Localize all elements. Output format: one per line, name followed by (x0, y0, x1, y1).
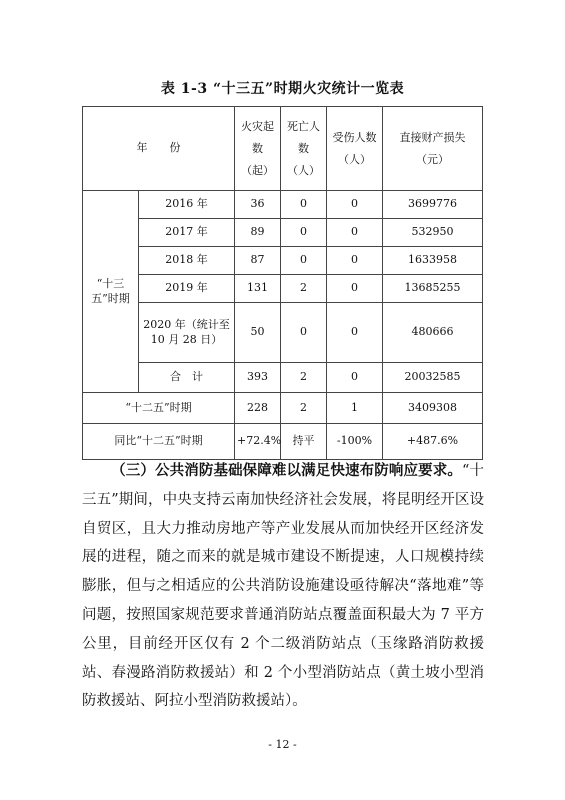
row-year: 2017 年 (139, 219, 235, 247)
row-loss: 1633958 (383, 247, 483, 275)
total-fires: 393 (235, 363, 281, 393)
header-injuries-line: 受伤人数 (332, 130, 377, 144)
row-fires: 89 (235, 219, 281, 247)
row-year: 2019 年 (139, 275, 235, 303)
row-injuries: 0 (327, 303, 383, 363)
header-fires (235, 107, 281, 191)
table-row (83, 219, 483, 247)
paragraph-text: “十三五”期间，中央支持云南加快经济社会发展，将昆明经开区设自贸区，且大力推动房地产等产业发展从而加快经开区经济发展的进程，随之而来的就是城市建设不断提速，人口规模持续膨胀，但与之相适应的公共消防设施建设亟待解决“落地难”等问题，按照国家规范要求普通消防站点覆盖面积最大为 7 平方公里，目前经开区仅有 2 个二级消防站点（玉缘路消防救援站、春漫路消防救援站）和 2 个小型消防站点（黄土坡小型消防救援站、阿拉小型消防救援站）。 (82, 463, 485, 710)
row-deaths: 0 (281, 219, 327, 247)
row-loss: 480666 (383, 303, 483, 363)
row-loss: 3699776 (383, 191, 483, 219)
comparison-injuries: -100% (327, 424, 383, 460)
header-row (83, 107, 483, 191)
header-deaths-line: 数 (298, 141, 309, 155)
previous-period-row (83, 393, 483, 424)
row-year: 2018 年 (139, 247, 235, 275)
total-injuries: 0 (327, 363, 383, 393)
total-deaths: 2 (281, 363, 327, 393)
total-label: 合 计 (139, 363, 235, 393)
row-injuries: 0 (327, 219, 383, 247)
row-injuries: 0 (327, 275, 383, 303)
row-year: 2016 年 (139, 191, 235, 219)
comparison-loss: +487.6% (383, 424, 483, 460)
header-year: 年 份 (83, 107, 235, 191)
row-injuries: 0 (327, 247, 383, 275)
header-loss-line: 直接财产损失 (399, 130, 466, 144)
row-fires: 50 (235, 303, 281, 363)
previous-deaths: 2 (281, 393, 327, 424)
header-injuries (327, 107, 383, 191)
fire-statistics-table (82, 106, 483, 460)
row-loss: 532950 (383, 219, 483, 247)
total-row (83, 363, 483, 393)
body-paragraph (82, 457, 484, 716)
row-year-line: 2020 年（统计至 (143, 317, 230, 331)
table-caption: 表 1-3 “十三五”时期火灾统计一览表 (160, 81, 405, 97)
total-loss: 20032585 (383, 363, 483, 393)
previous-injuries: 1 (327, 393, 383, 424)
header-loss (383, 107, 483, 191)
previous-loss: 3409308 (383, 393, 483, 424)
period-label-line: 五”时期 (91, 291, 130, 305)
row-fires: 36 (235, 191, 281, 219)
comparison-fires: +72.4% (235, 424, 281, 460)
table-row (83, 275, 483, 303)
header-injuries-line: （人） (338, 152, 371, 166)
row-injuries: 0 (327, 191, 383, 219)
row-fires: 131 (235, 275, 281, 303)
row-fires: 87 (235, 247, 281, 275)
header-deaths-line: （人） (287, 163, 320, 177)
comparison-label: 同比“十二五”时期 (83, 424, 235, 460)
header-fires-line: （起） (241, 163, 274, 177)
row-year (139, 303, 235, 363)
header-deaths (281, 107, 327, 191)
row-deaths: 0 (281, 247, 327, 275)
comparison-row (83, 424, 483, 460)
period-label-line: “十三 (96, 276, 125, 290)
page-number: - 12 - (268, 738, 297, 751)
row-deaths: 0 (281, 191, 327, 219)
header-deaths-line: 死亡人 (287, 119, 320, 133)
row-deaths: 0 (281, 303, 327, 363)
header-loss-line: （元） (416, 152, 449, 166)
comparison-deaths: 持平 (281, 424, 327, 460)
previous-fires: 228 (235, 393, 281, 424)
table-row (83, 191, 483, 219)
period-label (83, 191, 139, 393)
section-heading: （三）公共消防基础保障难以满足快速布防响应要求。 (111, 462, 462, 479)
row-year-line: 10 月 28 日） (150, 332, 223, 346)
header-fires-line: 数 (252, 141, 263, 155)
table-row (83, 247, 483, 275)
row-loss: 13685255 (383, 275, 483, 303)
previous-label: “十二五”时期 (83, 393, 235, 424)
row-deaths: 2 (281, 275, 327, 303)
table-row (83, 303, 483, 363)
header-fires-line: 火灾起 (241, 119, 274, 133)
